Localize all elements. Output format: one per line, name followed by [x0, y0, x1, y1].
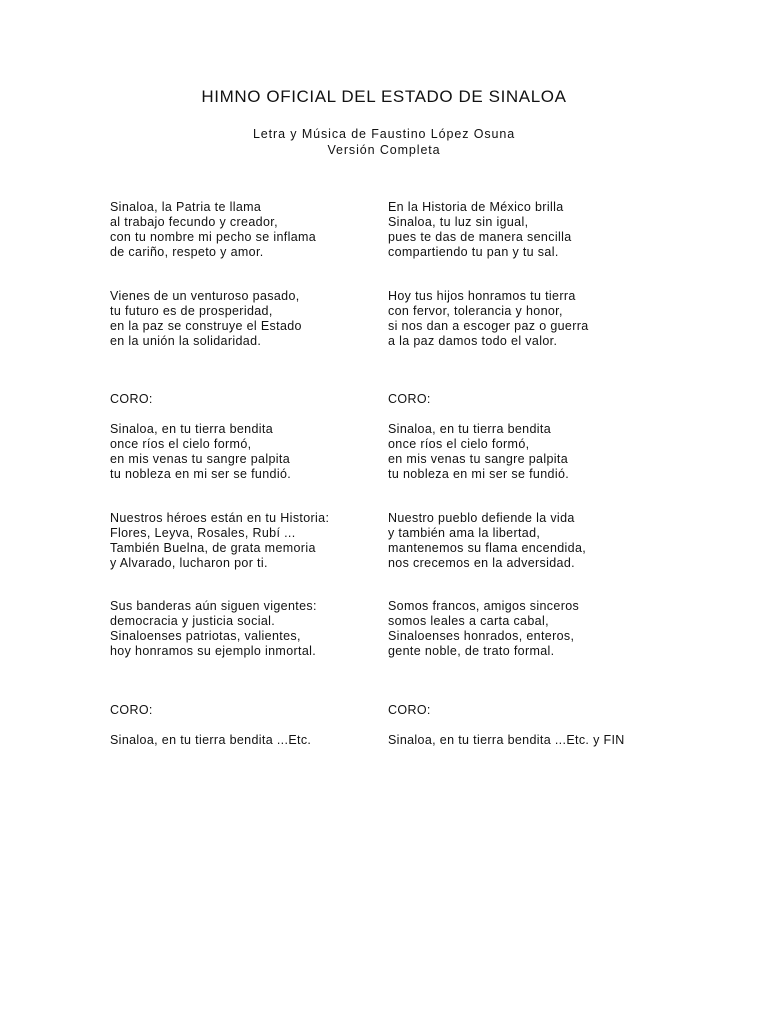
verse-line: Sinaloenses patriotas, valientes, — [110, 629, 301, 643]
verse-line: tu futuro es de prosperidad, — [110, 304, 273, 318]
verse-line: si nos dan a escoger paz o guerra — [388, 319, 589, 333]
verse-line: en mis venas tu sangre palpita — [388, 452, 569, 466]
verse-line: Nuestros héroes están en tu Historia: — [110, 511, 330, 525]
verse-line: nos crecemos en la adversidad. — [388, 556, 575, 570]
verse-line: en la paz se construye el Estado — [110, 319, 302, 333]
right-stanza-2 — [388, 289, 638, 349]
verse-line: y también ama la libertad, — [388, 526, 541, 540]
verse-line: y Alvarado, lucharon por ti. — [110, 556, 268, 570]
verse-line: Somos francos, amigos sinceros — [388, 599, 580, 613]
verse-line: Sus banderas aún siguen vigentes: — [110, 599, 317, 613]
right-coro-2 — [388, 733, 638, 748]
verse-line: mantenemos su flama encendida, — [388, 541, 587, 555]
verse-line: democracia y justicia social. — [110, 614, 276, 628]
left-stanza-3 — [110, 511, 360, 571]
credits-line: Letra y Música de Faustino López Osuna — [252, 127, 516, 141]
coro-label: CORO: — [110, 703, 153, 717]
coro-label: CORO: — [388, 703, 431, 717]
verse-line: de cariño, respeto y amor. — [110, 245, 264, 259]
verse-line: a la paz damos todo el valor. — [388, 334, 558, 348]
verse-line: En la Historia de México brilla — [388, 200, 564, 214]
left-coro-2 — [110, 733, 360, 748]
right-stanza-4 — [388, 599, 638, 659]
verse-line: También Buelna, de grata memoria — [110, 541, 316, 555]
left-stanza-2 — [110, 289, 360, 349]
verse-line: en la unión la solidaridad. — [110, 334, 262, 348]
verse-line: pues te das de manera sencilla — [388, 230, 572, 244]
verse-line: Sinaloenses honrados, enteros, — [388, 629, 575, 643]
verse-line: Nuestro pueblo defiende la vida — [388, 511, 575, 525]
verse-line: Flores, Leyva, Rosales, Rubí ... — [110, 526, 296, 540]
page-title: HIMNO OFICIAL DEL ESTADO DE SINALOA — [201, 87, 567, 106]
verse-line: Hoy tus hijos honramos tu tierra — [388, 289, 576, 303]
verse-line: gente noble, de trato formal. — [388, 644, 555, 658]
verse-line: Sinaloa, tu luz sin igual, — [388, 215, 529, 229]
coro-label: CORO: — [110, 392, 153, 406]
right-stanza-3 — [388, 511, 638, 571]
verse-line: Sinaloa, en tu tierra bendita ...Etc. — [110, 733, 312, 747]
verse-line: Sinaloa, la Patria te llama — [110, 200, 262, 214]
right-coro-1 — [388, 422, 638, 482]
verse-line: Sinaloa, en tu tierra bendita — [388, 422, 552, 436]
verse-line: Vienes de un venturoso pasado, — [110, 289, 300, 303]
left-stanza-1 — [110, 200, 360, 260]
left-coro-1 — [110, 422, 360, 482]
verse-line: compartiendo tu pan y tu sal. — [388, 245, 559, 259]
verse-line: tu nobleza en mi ser se fundió. — [110, 467, 292, 481]
verse-line: once ríos el cielo formó, — [110, 437, 252, 451]
verse-line: tu nobleza en mi ser se fundió. — [388, 467, 570, 481]
verse-line: once ríos el cielo formó, — [388, 437, 530, 451]
verse-line: con fervor, tolerancia y honor, — [388, 304, 563, 318]
verse-line: Sinaloa, en tu tierra bendita — [110, 422, 274, 436]
verse-line: en mis venas tu sangre palpita — [110, 452, 291, 466]
verse-line: hoy honramos su ejemplo inmortal. — [110, 644, 317, 658]
left-coro-label-2 — [110, 703, 360, 718]
verse-line: con tu nombre mi pecho se inflama — [110, 230, 317, 244]
right-coro-label-2 — [388, 703, 638, 718]
version-line: Versión Completa — [327, 143, 441, 157]
subtitle — [0, 126, 768, 158]
left-stanza-4 — [110, 599, 360, 659]
verse-line: somos leales a carta cabal, — [388, 614, 549, 628]
coro-label: CORO: — [388, 392, 431, 406]
verse-line: al trabajo fecundo y creador, — [110, 215, 278, 229]
right-stanza-1 — [388, 200, 638, 260]
left-coro-label-1 — [110, 392, 360, 407]
right-coro-label-1 — [388, 392, 638, 407]
verse-line: Sinaloa, en tu tierra bendita ...Etc. y FIN — [388, 733, 625, 747]
